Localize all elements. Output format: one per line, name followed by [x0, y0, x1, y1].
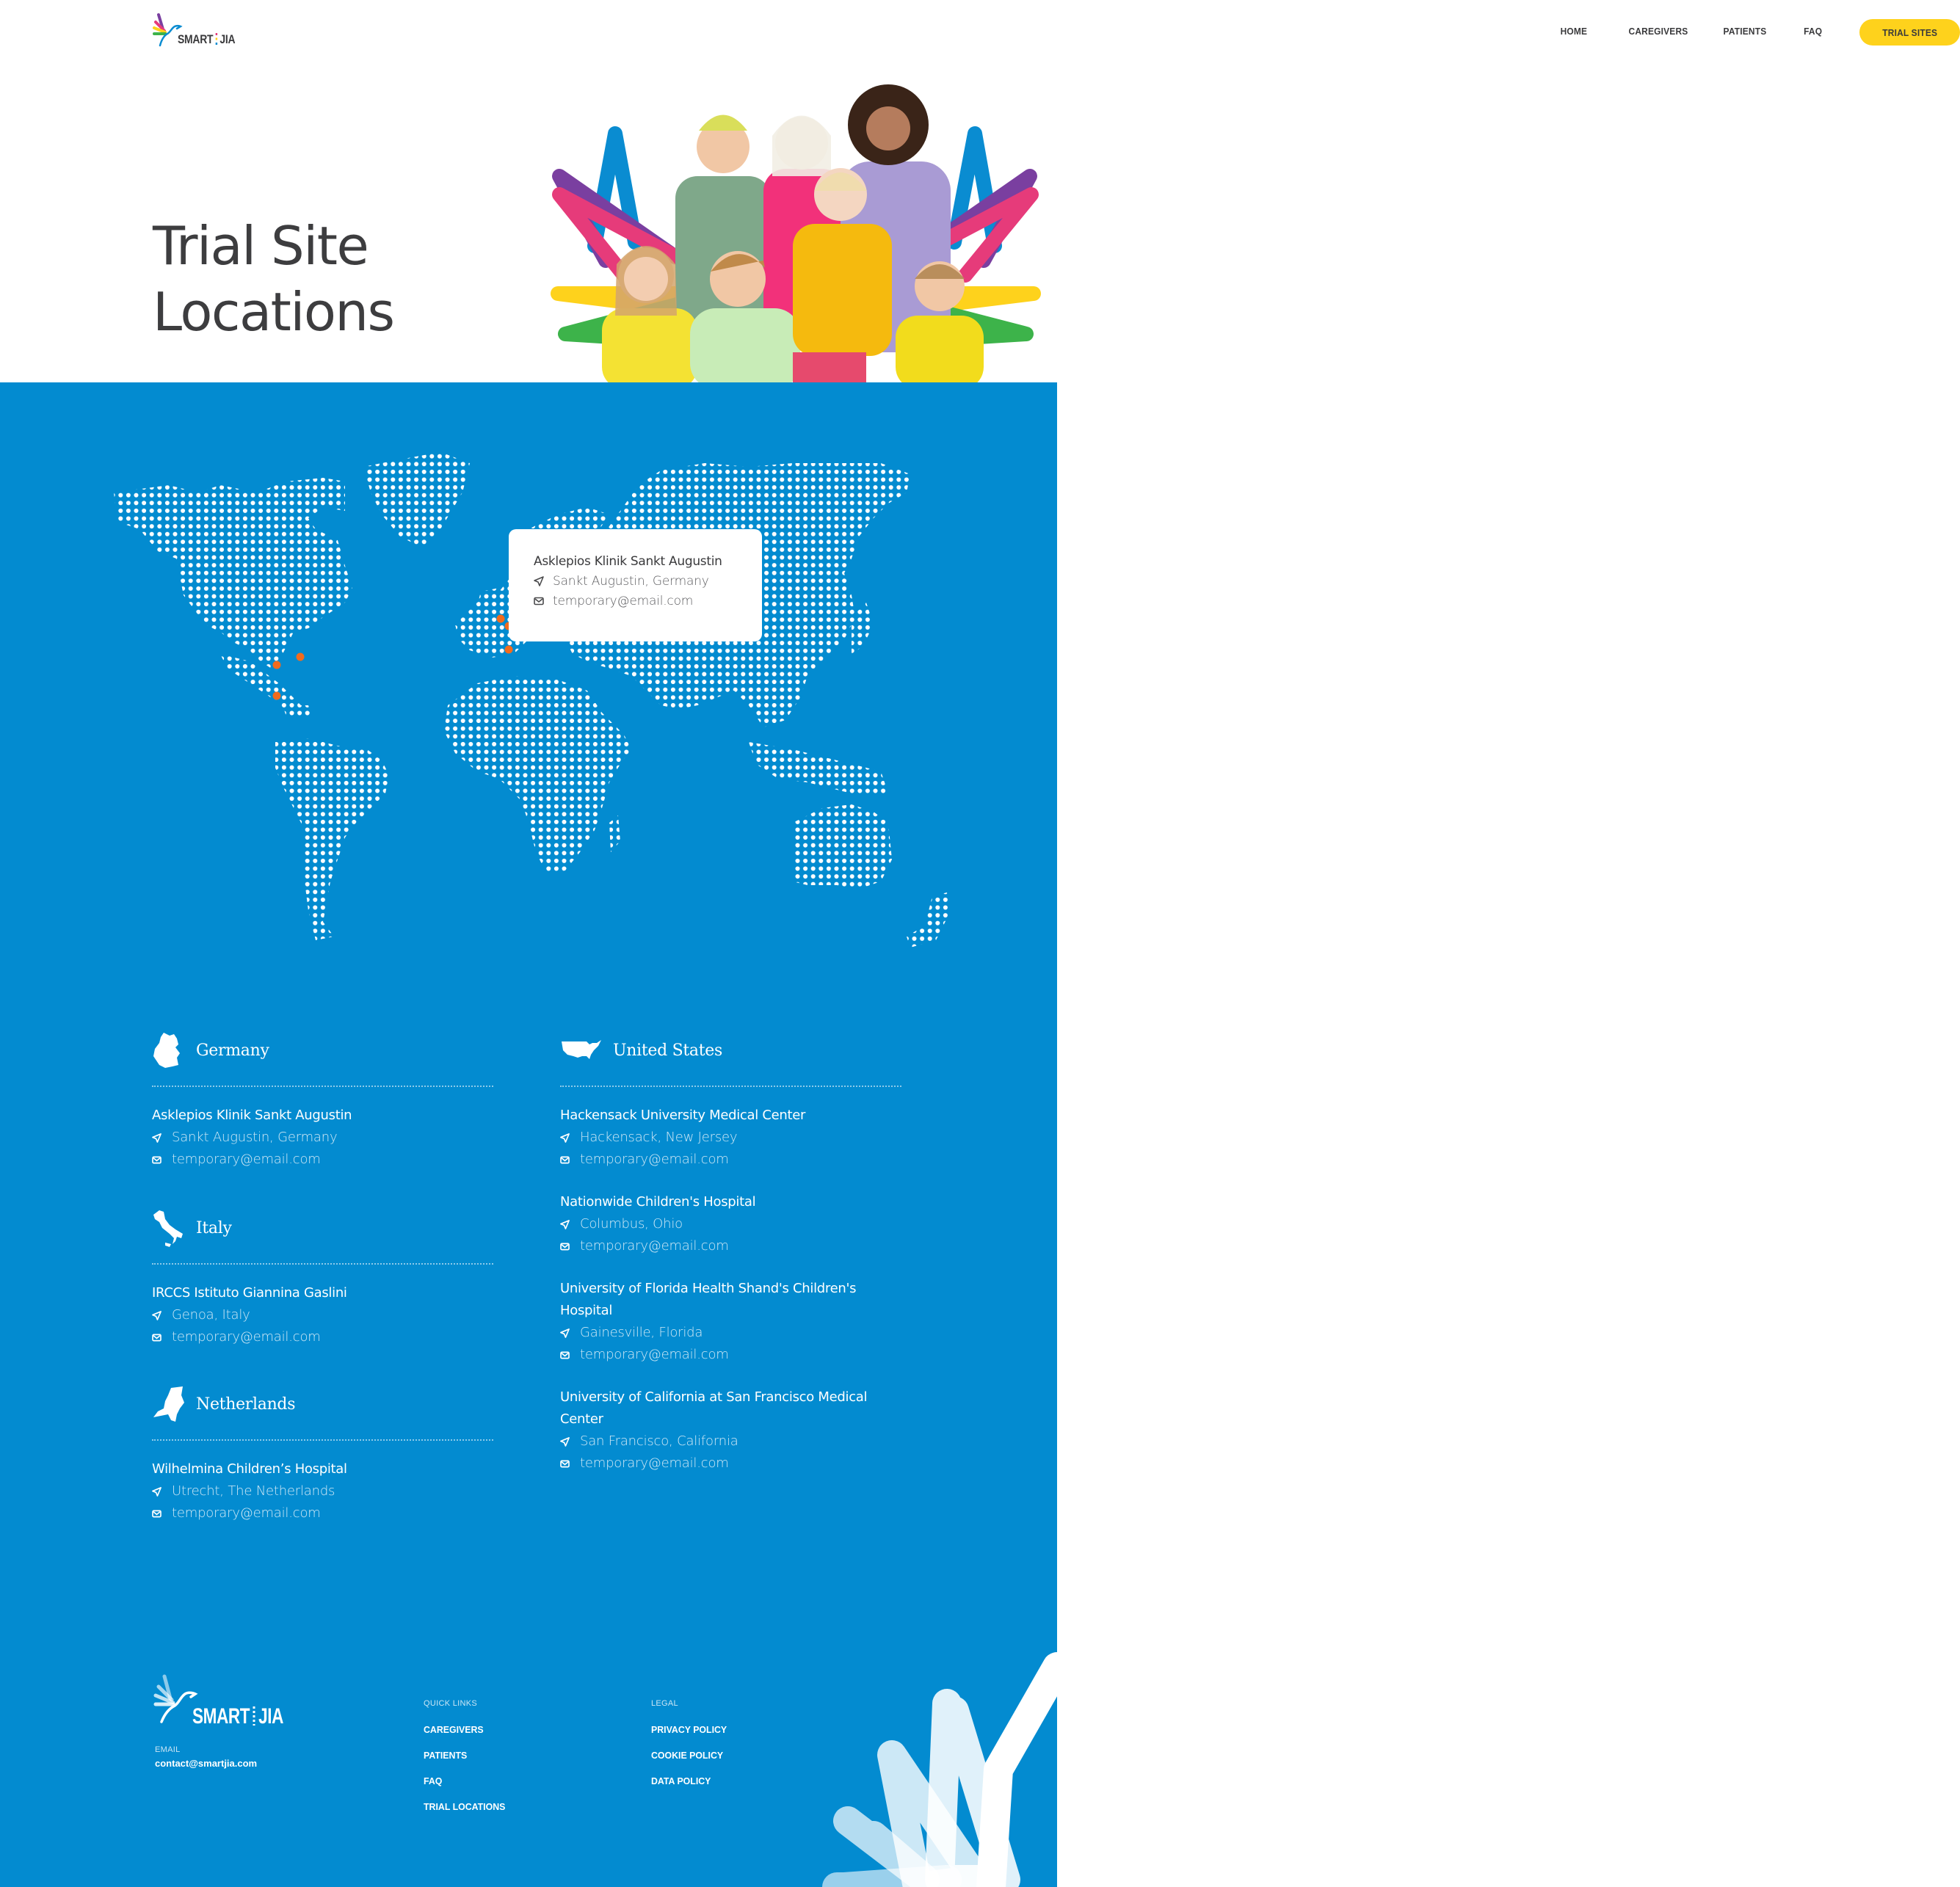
site-location-row [152, 1480, 493, 1502]
site-name: Hackensack University Medical Center [560, 1108, 806, 1123]
marker-utrecht[interactable] [497, 615, 505, 623]
footer-link-data-policy[interactable]: DATA POLICY [651, 1775, 711, 1786]
site-email-row [560, 1235, 901, 1257]
site-email-row [560, 1149, 901, 1171]
popup-email[interactable]: temporary@email.com [553, 594, 694, 608]
country-header [152, 1382, 493, 1426]
site-name: Nationwide Children's Hospital [560, 1194, 756, 1210]
site-name: Wilhelmina Children’s Hospital [152, 1461, 347, 1477]
country-header [152, 1206, 493, 1250]
marker-hackensack[interactable] [297, 653, 305, 661]
footer-link-faq[interactable]: FAQ [424, 1775, 443, 1786]
site-entry [560, 1386, 901, 1475]
site-entry [152, 1282, 493, 1348]
envelope-icon [560, 1460, 570, 1468]
site-location-row [560, 1322, 901, 1344]
site-location: Gainesville, Florida [580, 1325, 703, 1340]
site-email-row [152, 1502, 493, 1524]
site-location-row [560, 1213, 901, 1235]
divider [152, 1263, 493, 1265]
site-email[interactable]: temporary@email.com [172, 1152, 321, 1167]
site-location: San Francisco, California [580, 1433, 738, 1449]
nav-home[interactable]: HOME [1560, 26, 1588, 37]
site-entry [152, 1458, 493, 1524]
location-arrow-icon [152, 1133, 161, 1143]
envelope-icon [560, 1351, 570, 1359]
envelope-icon [152, 1510, 161, 1518]
site-location: Hackensack, New Jersey [580, 1130, 738, 1145]
site-email[interactable]: temporary@email.com [580, 1238, 729, 1254]
site-popup [509, 529, 762, 641]
location-arrow-icon [560, 1133, 570, 1143]
decorative-petals [815, 1659, 1057, 1887]
site-location-row [152, 1304, 493, 1326]
site-name: University of Florida Health Shand's Children's Hospital [560, 1281, 857, 1318]
location-arrow-icon [534, 576, 544, 586]
footer-link-privacy-policy[interactable]: PRIVACY POLICY [651, 1724, 727, 1735]
country-name: Italy [196, 1218, 232, 1237]
site-email-row [152, 1149, 493, 1171]
site-name: Asklepios Klinik Sankt Augustin [152, 1108, 352, 1123]
germany-map-icon [152, 1031, 186, 1069]
country-germany [152, 1028, 493, 1171]
country-header [560, 1028, 901, 1072]
popup-site-name: Asklepios Klinik Sankt Augustin [534, 554, 722, 569]
trial-sites-label: TRIAL SITES [1882, 26, 1937, 38]
site-email[interactable]: temporary@email.com [580, 1347, 729, 1362]
footer-link-cookie-policy[interactable]: COOKIE POLICY [651, 1750, 724, 1761]
marker-genoa[interactable] [505, 646, 513, 654]
site-email[interactable]: temporary@email.com [580, 1455, 729, 1471]
netherlands-map-icon [152, 1385, 186, 1423]
country-name: Netherlands [196, 1395, 296, 1414]
hero-children-image [543, 73, 1050, 382]
popup-location: Sankt Augustin, Germany [553, 574, 709, 589]
site-email[interactable]: temporary@email.com [580, 1152, 729, 1167]
site-entry [560, 1105, 901, 1171]
popup-email-row [534, 594, 762, 608]
envelope-icon [152, 1334, 161, 1342]
page-title-line2: Locations [153, 281, 394, 343]
site-email[interactable]: temporary@email.com [172, 1505, 321, 1521]
country-united-states [560, 1028, 901, 1475]
logo-wordmark: SMART JIA [178, 32, 236, 46]
site-location: Utrecht, The Netherlands [172, 1483, 335, 1499]
nav-caregivers[interactable]: CAREGIVERS [1628, 26, 1688, 37]
site-email-row [560, 1452, 901, 1475]
country-name: United States [613, 1041, 722, 1060]
italy-map-icon [152, 1209, 186, 1247]
site-entry [560, 1191, 901, 1257]
location-arrow-icon [560, 1437, 570, 1447]
site-location: Sankt Augustin, Germany [172, 1130, 338, 1145]
footer-logo-link[interactable] [154, 1673, 284, 1728]
world-map[interactable] [0, 382, 1057, 970]
envelope-icon [152, 1156, 161, 1164]
location-arrow-icon [152, 1487, 161, 1497]
locations-section [0, 382, 1057, 1887]
nav-trial-sites-button[interactable] [1859, 19, 1960, 46]
site-location-row [560, 1127, 901, 1149]
quick-links-label: QUICK LINKS [424, 1699, 477, 1708]
nav-patients[interactable]: PATIENTS [1723, 26, 1767, 37]
site-name: IRCCS Istituto Giannina Gaslini [152, 1285, 347, 1301]
footer-link-caregivers[interactable]: CAREGIVERS [424, 1724, 484, 1735]
site-entry [560, 1278, 901, 1366]
nav-faq[interactable]: FAQ [1804, 26, 1823, 37]
site-location: Columbus, Ohio [580, 1216, 683, 1232]
popup-location-row [534, 574, 762, 589]
footer-email-link[interactable]: contact@smartjia.com [155, 1758, 258, 1769]
site-entry [152, 1105, 493, 1171]
site-email[interactable]: temporary@email.com [172, 1329, 321, 1345]
country-header [152, 1028, 493, 1072]
divider [560, 1086, 901, 1087]
location-arrow-icon [152, 1311, 161, 1320]
hero [0, 0, 1057, 382]
footer-link-patients[interactable]: PATIENTS [424, 1750, 468, 1761]
location-arrow-icon [560, 1220, 570, 1229]
site-email-row [560, 1344, 901, 1366]
marker-gainesville[interactable] [273, 692, 281, 700]
location-arrow-icon [560, 1328, 570, 1338]
site-location-row [560, 1430, 901, 1452]
footer-email-label: EMAIL [155, 1745, 181, 1754]
legal-label: LEGAL [651, 1699, 678, 1708]
site-location-row [152, 1127, 493, 1149]
page-title [153, 213, 394, 345]
page-title-line1: Trial Site [153, 215, 369, 277]
country-name: Germany [196, 1041, 269, 1060]
site-name: University of California at San Francisco Medical Center [560, 1389, 868, 1427]
footer-logo-wordmark: SMART JIA [192, 1704, 284, 1728]
marker-columbus[interactable] [273, 661, 281, 669]
divider [152, 1439, 493, 1441]
country-italy [152, 1206, 493, 1348]
usa-map-icon [560, 1031, 603, 1069]
site-email-row [152, 1326, 493, 1348]
divider [152, 1086, 493, 1087]
hummingbird-logo-icon [154, 1673, 198, 1725]
envelope-icon [534, 597, 544, 606]
site-location: Genoa, Italy [172, 1307, 250, 1323]
envelope-icon [560, 1243, 570, 1251]
envelope-icon [560, 1156, 570, 1164]
country-netherlands [152, 1382, 493, 1524]
footer-link-trial-locations[interactable]: TRIAL LOCATIONS [424, 1801, 506, 1812]
